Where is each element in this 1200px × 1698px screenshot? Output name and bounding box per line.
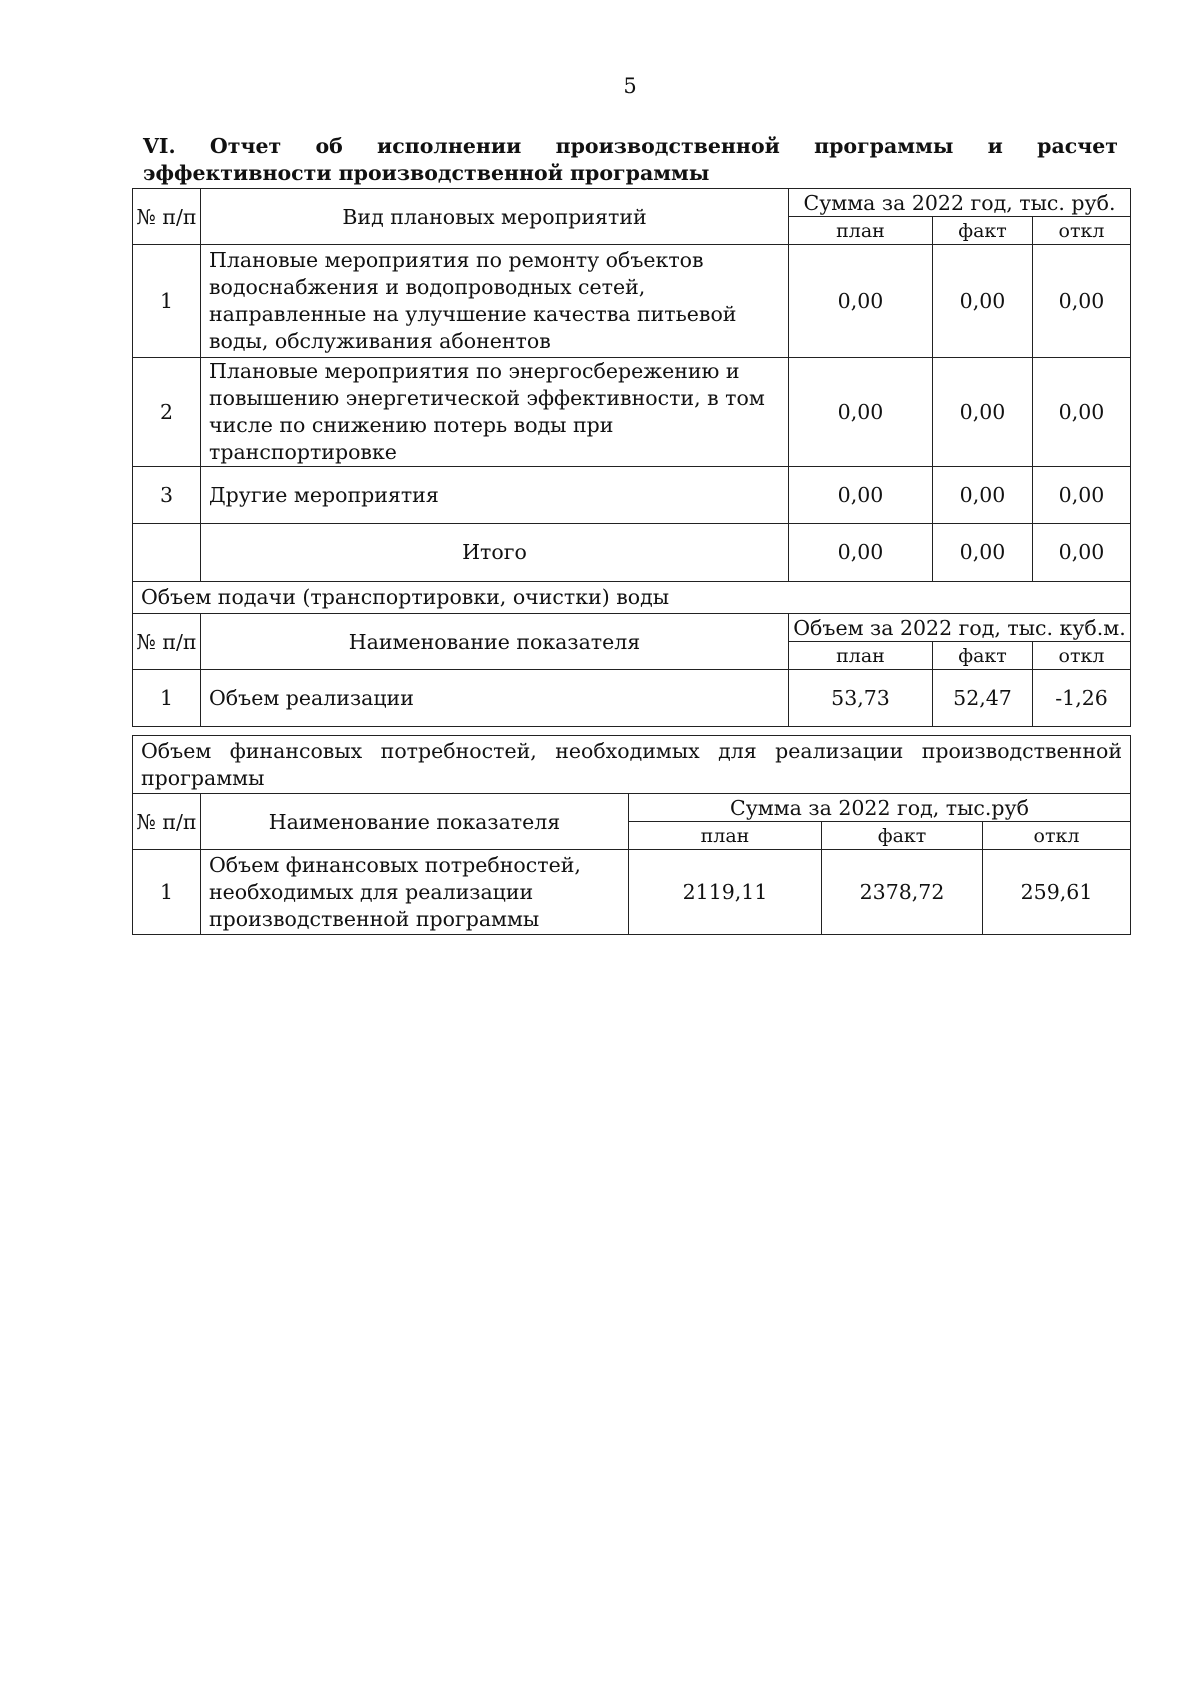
table-row: [133, 358, 1131, 467]
total-plan: 0,00: [789, 524, 933, 582]
row-fact: 0,00: [933, 245, 1033, 358]
financial-needs-title: Объем финансовых потребностей, необходимых для реализации производственной программы: [133, 736, 1131, 794]
row-activity: Плановые мероприятия по ремонту объектов водоснабжения и водопроводных сетей, направленные на улучшение качества питьевой воды, обслуживания абонентов: [201, 245, 789, 358]
row-fact: 52,47: [933, 670, 1033, 727]
production-program-table: [132, 188, 1131, 727]
row-deviation: 0,00: [1033, 245, 1131, 358]
financial-needs-table: [132, 735, 1131, 935]
row-deviation: -1,26: [1033, 670, 1131, 727]
water-volume-section-title: Объем подачи (транспортировки, очистки) воды: [133, 582, 1131, 614]
total-fact: 0,00: [933, 524, 1033, 582]
row-number: 3: [133, 467, 201, 524]
col-header-number: № п/п: [133, 794, 201, 850]
row-plan: 0,00: [789, 467, 933, 524]
col-header-activity: Вид плановых мероприятий: [201, 189, 789, 245]
col-header-deviation: откл: [1033, 642, 1131, 670]
col-header-sum: Сумма за 2022 год, тыс. руб.: [789, 189, 1131, 217]
row-number: 2: [133, 358, 201, 467]
col-header-fact: факт: [933, 642, 1033, 670]
total-row: [133, 524, 1131, 582]
row-number: 1: [133, 850, 201, 935]
row-activity: Плановые мероприятия по энергосбережению и повышению энергетической эффективности, в том числе по снижению потерь воды при транспортировке: [201, 358, 789, 467]
row-plan: 53,73: [789, 670, 933, 727]
row-deviation: 0,00: [1033, 467, 1131, 524]
table-row: [133, 670, 1131, 727]
total-deviation: 0,00: [1033, 524, 1131, 582]
row-plan: 0,00: [789, 245, 933, 358]
table-row: [133, 245, 1131, 358]
col-header-indicator: Наименование показателя: [201, 794, 629, 850]
page-number: 5: [623, 74, 637, 98]
row-indicator: Объем финансовых потребностей, необходимых для реализации производственной программы: [201, 850, 629, 935]
row-fact: 0,00: [933, 467, 1033, 524]
col-header-fact: факт: [933, 217, 1033, 245]
col-header-number: № п/п: [133, 614, 201, 670]
row-fact: 0,00: [933, 358, 1033, 467]
table-row: [133, 467, 1131, 524]
col-header-plan: план: [629, 822, 822, 850]
col-header-deviation: откл: [983, 822, 1131, 850]
col-header-number: № п/п: [133, 189, 201, 245]
total-number-empty: [133, 524, 201, 582]
col-header-deviation: откл: [1033, 217, 1131, 245]
col-header-fact: факт: [822, 822, 983, 850]
row-number: 1: [133, 245, 201, 358]
row-deviation: 259,61: [983, 850, 1131, 935]
row-deviation: 0,00: [1033, 358, 1131, 467]
row-plan: 0,00: [789, 358, 933, 467]
row-plan: 2119,11: [629, 850, 822, 935]
row-number: 1: [133, 670, 201, 727]
col-header-plan: план: [789, 217, 933, 245]
row-fact: 2378,72: [822, 850, 983, 935]
row-activity: Другие мероприятия: [201, 467, 789, 524]
total-label: Итого: [201, 524, 789, 582]
col-header-plan: план: [789, 642, 933, 670]
col-header-indicator: Наименование показателя: [201, 614, 789, 670]
row-indicator: Объем реализации: [201, 670, 789, 727]
col-header-sum: Сумма за 2022 год, тыс.руб: [629, 794, 1131, 822]
col-header-volume: Объем за 2022 год, тыс. куб.м.: [789, 614, 1131, 642]
table-row: [133, 850, 1131, 935]
section-heading: VI. Отчет об исполнении производственной программы и расчет эффективности производственной программы: [143, 134, 1118, 185]
